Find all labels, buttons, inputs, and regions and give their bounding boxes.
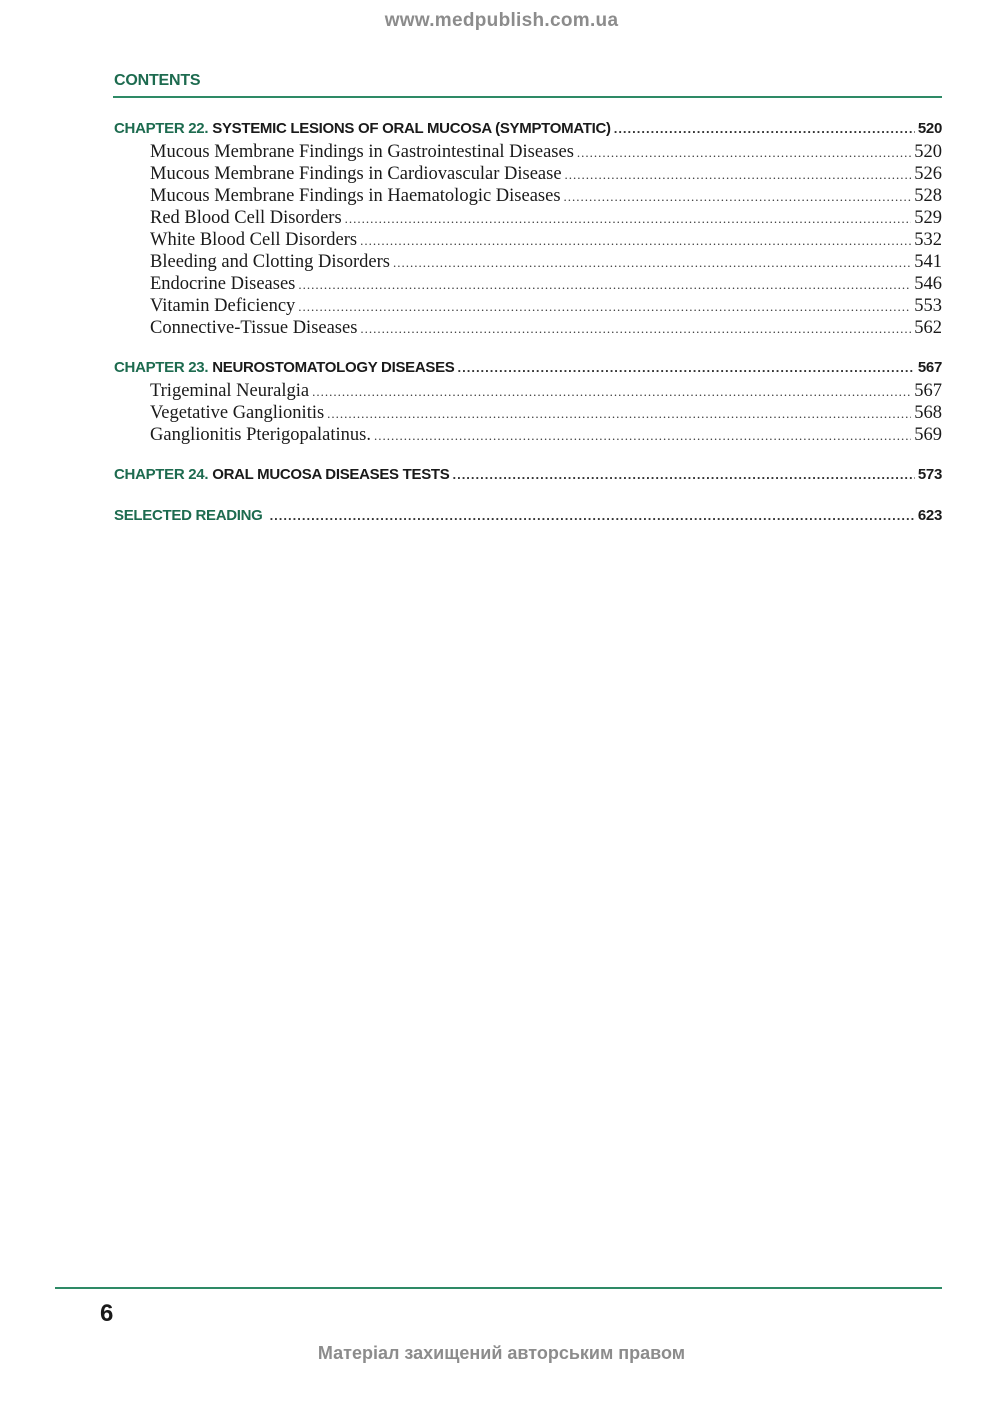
dot-leader — [360, 233, 911, 249]
page-ref: 569 — [914, 425, 942, 445]
header-divider — [113, 96, 942, 98]
section-title: Endocrine Diseases — [150, 274, 296, 294]
section-title: Vitamin Deficiency — [150, 296, 296, 316]
footer-divider — [55, 1287, 942, 1289]
toc-section[interactable] — [114, 381, 942, 403]
dot-leader — [270, 508, 915, 523]
dot-leader — [452, 467, 914, 482]
section-title: Connective-Tissue Diseases — [150, 318, 358, 338]
chapter-number: CHAPTER 22. — [114, 120, 209, 137]
page-ref: 526 — [914, 164, 942, 184]
toc-section[interactable] — [114, 186, 942, 208]
page-ref: 567 — [917, 359, 942, 376]
toc-section[interactable] — [114, 403, 942, 425]
dot-leader — [360, 321, 911, 337]
dot-leader — [298, 277, 911, 293]
section-title: Red Blood Cell Disorders — [150, 208, 342, 228]
site-url: www.medpublish.com.ua — [384, 10, 619, 31]
page-ref: 529 — [914, 208, 942, 228]
toc-section[interactable] — [114, 208, 942, 230]
spacer — [114, 340, 942, 359]
section-title: White Blood Cell Disorders — [150, 230, 358, 250]
dot-leader — [614, 121, 915, 136]
page-number: 6 — [100, 1300, 114, 1327]
toc-section[interactable] — [114, 274, 942, 296]
dot-leader — [393, 255, 911, 271]
toc-section[interactable] — [114, 252, 942, 274]
page-ref: 567 — [914, 381, 942, 401]
section-title: Mucous Membrane Findings in Cardiovascular Disease — [150, 164, 562, 184]
page-ref: 568 — [914, 403, 942, 423]
table-of-contents — [114, 120, 942, 529]
toc-section[interactable] — [114, 164, 942, 186]
dot-leader — [312, 384, 911, 400]
page-ref: 520 — [917, 120, 942, 137]
section-title: Mucous Membrane Findings in Gastrointestinal Diseases — [150, 142, 574, 162]
chapter-title: SYSTEMIC LESIONS OF ORAL MUCOSA (SYMPTOMATIC) — [212, 120, 611, 137]
section-title: Ganglionitis Pterigopalatinus. — [150, 425, 371, 445]
toc-section[interactable] — [114, 296, 942, 318]
dot-leader — [298, 299, 911, 315]
chapter-title: ORAL MUCOSA DISEASES TESTS — [212, 466, 450, 483]
spacer — [114, 447, 942, 466]
toc-section[interactable] — [114, 142, 942, 164]
dot-leader — [458, 360, 915, 375]
page-ref: 553 — [914, 296, 942, 316]
selected-reading-title: SELECTED READING — [114, 507, 263, 524]
toc-section[interactable] — [114, 230, 942, 252]
page-ref: 623 — [917, 507, 942, 524]
dot-leader — [327, 406, 911, 422]
toc-chapter-24[interactable] — [114, 466, 942, 488]
toc-chapter-22[interactable] — [114, 120, 942, 142]
page-ref: 541 — [914, 252, 942, 272]
dot-leader — [577, 145, 911, 161]
section-title: Vegetative Ganglionitis — [150, 403, 325, 423]
toc-selected-reading[interactable] — [114, 507, 942, 529]
section-title: Trigeminal Neuralgia — [150, 381, 310, 401]
section-title: Bleeding and Clotting Disorders — [150, 252, 390, 272]
toc-section[interactable] — [114, 425, 942, 447]
toc-chapter-23[interactable] — [114, 359, 942, 381]
page-ref: 528 — [914, 186, 942, 206]
chapter-number: CHAPTER 23. — [114, 359, 209, 376]
chapter-number: CHAPTER 24. — [114, 466, 209, 483]
dot-leader — [565, 167, 912, 183]
copyright-notice: Матеріал захищений авторським правом — [317, 1343, 686, 1363]
dot-leader — [374, 428, 911, 444]
page-ref: 546 — [914, 274, 942, 294]
page-ref: 520 — [914, 142, 942, 162]
page-ref: 573 — [917, 466, 942, 483]
page-ref: 562 — [914, 318, 942, 338]
dot-leader — [564, 189, 912, 205]
toc-section[interactable] — [114, 318, 942, 340]
chapter-title: NEUROSTOMATOLOGY DISEASES — [212, 359, 455, 376]
spacer — [114, 488, 942, 507]
section-title: Mucous Membrane Findings in Haematologic Diseases — [150, 186, 561, 206]
page-ref: 532 — [914, 230, 942, 250]
dot-leader — [345, 211, 912, 227]
contents-heading: CONTENTS — [114, 72, 201, 89]
